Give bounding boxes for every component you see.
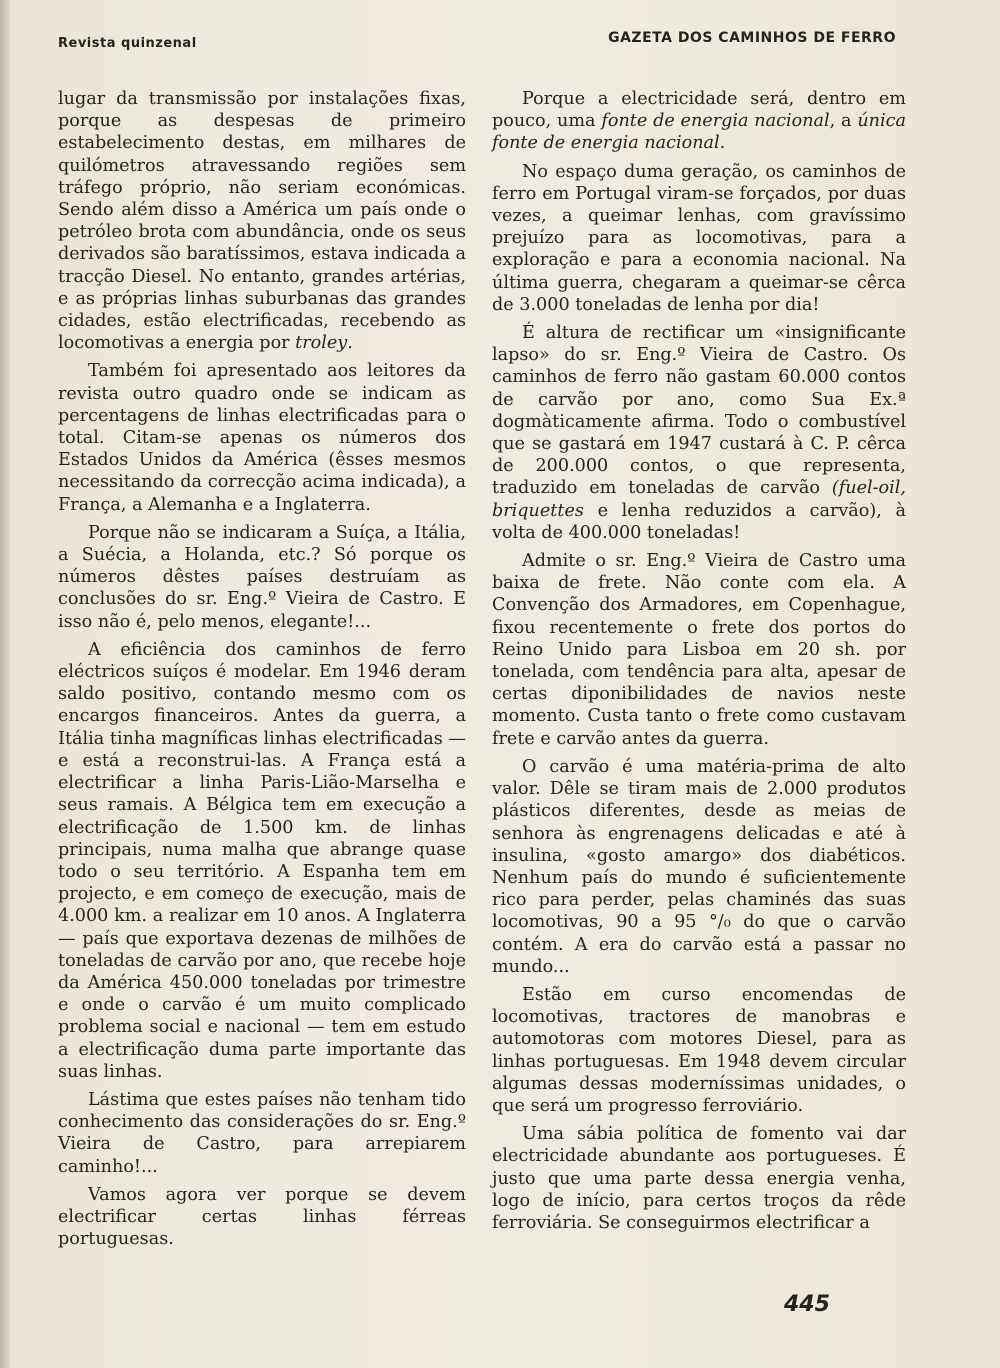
page-edge-shadow [0, 0, 10, 1368]
paragraph: Vamos agora ver porque se devem electrificar certas linhas férreas portuguesas. [58, 1184, 466, 1250]
paragraph: Uma sábia política de fomento vai dar electricidade abundante aos portugueses. É justo que uma parte dessa energia venha, logo de início, para certos troços da rêde ferroviária. Se conseguirmos electrificar a [492, 1124, 906, 1233]
paragraph: É altura de rectificar um «insignificante lapso» do sr. Eng.º Vieira de Castro. Os caminhos de ferro não gastam 60.000 contos de carvão por ano, como Sua Ex.ª dogmàticamente afirma. Todo o combustível que se gastará em 1947 custará à C. P. cêrca de 200.000 contos, o que representa, traduzido em toneladas de carvão (fuel-oil, briquettes e lenha reduzidos a carvão), à volta de 400.000 toneladas! [492, 323, 906, 543]
paragraph: Porque a electricidade será, dentro em pouco, uma fonte de energia nacional, a única fonte de energia nacional. [492, 89, 906, 154]
left-column [58, 88, 466, 1250]
paragraph: Admite o sr. Eng.º Vieira de Castro uma baixa de frete. Não conte com ela. A Convenção dos Armadores, em Copenhague, fixou recentemente o frete dos portos do Reino Unido para Lisboa em 20 sh. por tonelada, com tendência para alta, apesar de certas diponibilidades de navios neste momento. Custa tanto o frete como custavam frete e carvão antes da guerra. [492, 551, 906, 749]
paragraph: Porque não se indicaram a Suíça, a Itália, a Suécia, a Holanda, etc.? Só porque os números dêstes países destruíam as conclusões do sr. Eng.º Vieira de Castro. E isso não é, pelo menos, elegante!... [58, 522, 466, 632]
page-number: 445 [784, 1292, 830, 1317]
running-header [58, 30, 896, 54]
header-left-title: Revista quinzenal [58, 36, 197, 51]
paragraph: Também foi apresentado aos leitores da revista outro quadro onde se indicam as percentagens de linhas electrificadas para o total. Citam-se apenas os números dos Estados Unidos da América (êsses mesmos necessitando da correcção acima indicada), a França, a Alemanha e a Inglaterra. [58, 361, 466, 515]
paragraph: No espaço duma geração, os caminhos de ferro em Portugal viram-se forçados, por duas vezes, a queimar lenhas, com gravíssimo prejuízo para as locomotivas, para a exploração e para a economia nacional. Na última guerra, chegaram a queimar-se cêrca de 3.000 toneladas de lenha por dia! [492, 161, 906, 315]
paragraph: O carvão é uma matéria-prima de alto valor. Dêle se tiram mais de 2.000 produtos plásticos diferentes, desde as meias de senhora às engrenagens delicadas e até à insulina, «gosto amargo» dos diabéticos. Nenhum país do mundo é suficientemente rico para perder, pelas chaminés das suas locomotivas, 90 a 95 °/₀ do que o carvão contém. A era do carvão está a passar no mundo... [492, 756, 906, 977]
header-right-title: GAZETA DOS CAMINHOS DE FERRO [608, 30, 896, 46]
paragraph: Lástima que estes países não tenham tido conhecimento das considerações do sr. Eng.º Vieira de Castro, para arrepiarem caminho!... [58, 1089, 466, 1177]
paragraph: lugar da transmissão por instalações fixas, porque as despesas de primeiro estabelecimento destas, em milhares de quilómetros atravessando regiões sem tráfego próprio, não seriam económicas. Sendo além disso a América um país onde o petróleo brota com abundância, onde os seus derivados são baratíssimos, estava indicada a tracção Diesel. No entanto, grandes artérias, e as próprias linhas suburbanas das grandes cidades, estão electrificadas, recebendo as locomotivas a energia por troley. [58, 89, 466, 354]
paragraph: Estão em curso encomendas de locomotivas, tractores de manobras e automotoras com motores Diesel, para as linhas portuguesas. Em 1948 devem circular algumas dessas moderníssimas unidades, o que será um progresso ferroviário. [492, 984, 906, 1116]
right-column [492, 88, 906, 1234]
paragraph: A eficiência dos caminhos de ferro eléctricos suíços é modelar. Em 1946 deram saldo positivo, contando mesmo com os encargos financeiros. Antes da guerra, a Itália tinha magníficas linhas electrificadas — e está a reconstrui-las. A França está a electrificar a linha Paris-Lião-Marselha e seus ramais. A Bélgica tem em execução a electrificação de 1.500 km. de linhas principais, numa malha que abrange quase todo o seu território. A Espanha tem em projecto, e em começo de execução, mais de 4.000 km. a realizar em 10 anos. A Inglaterra — país que exportava dezenas de milhões de toneladas de carvão por ano, que recebe hoje da América 450.000 toneladas por trimestre e onde o carvão é um muito complicado problema social e nacional — tem em estudo a electrificação duma parte importante das suas linhas. [58, 639, 466, 1082]
